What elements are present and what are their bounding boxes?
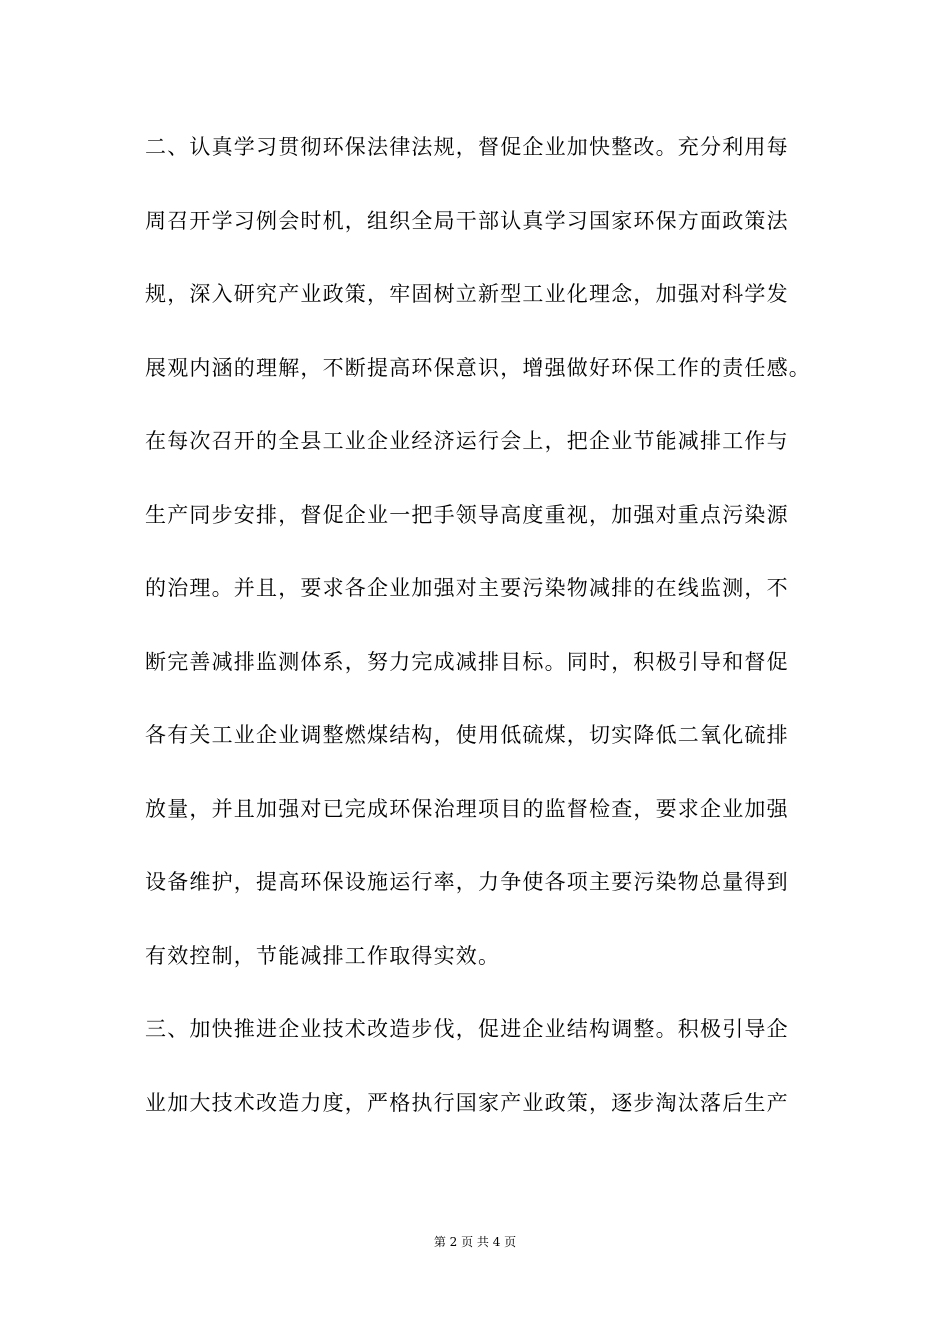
text-line: 周召开学习例会时机，组织全局干部认真学习国家环保方面政策法 [145, 208, 789, 233]
text-line: 各有关工业企业调整燃煤结构，使用低硫煤，切实降低二氧化硫排 [145, 723, 789, 747]
body-text [145, 134, 815, 1163]
text-line: 设备维护，提高环保设施运行率，力争使各项主要污染物总量得到 [145, 870, 789, 894]
text-line: 规，深入研究产业政策，牢固树立新型工业化理念，加强对科学发 [145, 282, 789, 306]
text-line: 生产同步安排，督促企业一把手领导高度重视，加强对重点污染源 [145, 502, 789, 527]
text-line: 断完善减排监测体系，努力完成减排目标。同时，积极引导和督促 [145, 649, 789, 674]
text-line: 有效控制，节能减排工作取得实效。 [145, 943, 501, 968]
page-number: 第 2 页 共 4 页 [433, 1235, 517, 1249]
text-line: 展观内涵的理解，不断提高环保意识，增强做好环保工作的责任感。 [145, 355, 811, 380]
text-line: 在每次召开的全县工业企业经济运行会上，把企业节能减排工作与 [145, 429, 789, 453]
page-footer [0, 1233, 950, 1250]
text-line: 三、加快推进企业技术改造步伐，促进企业结构调整。积极引导企 [145, 1017, 789, 1041]
text-line: 放量，并且加强对已完成环保治理项目的监督检查，要求企业加强 [145, 796, 789, 821]
text-line: 业加大技术改造力度，严格执行国家产业政策，逐步淘汰落后生产 [145, 1090, 789, 1115]
text-line: 的治理。并且，要求各企业加强对主要污染物减排的在线监测，不 [145, 576, 789, 600]
text-line: 二、认真学习贯彻环保法律法规，督促企业加快整改。充分利用每 [145, 135, 789, 159]
